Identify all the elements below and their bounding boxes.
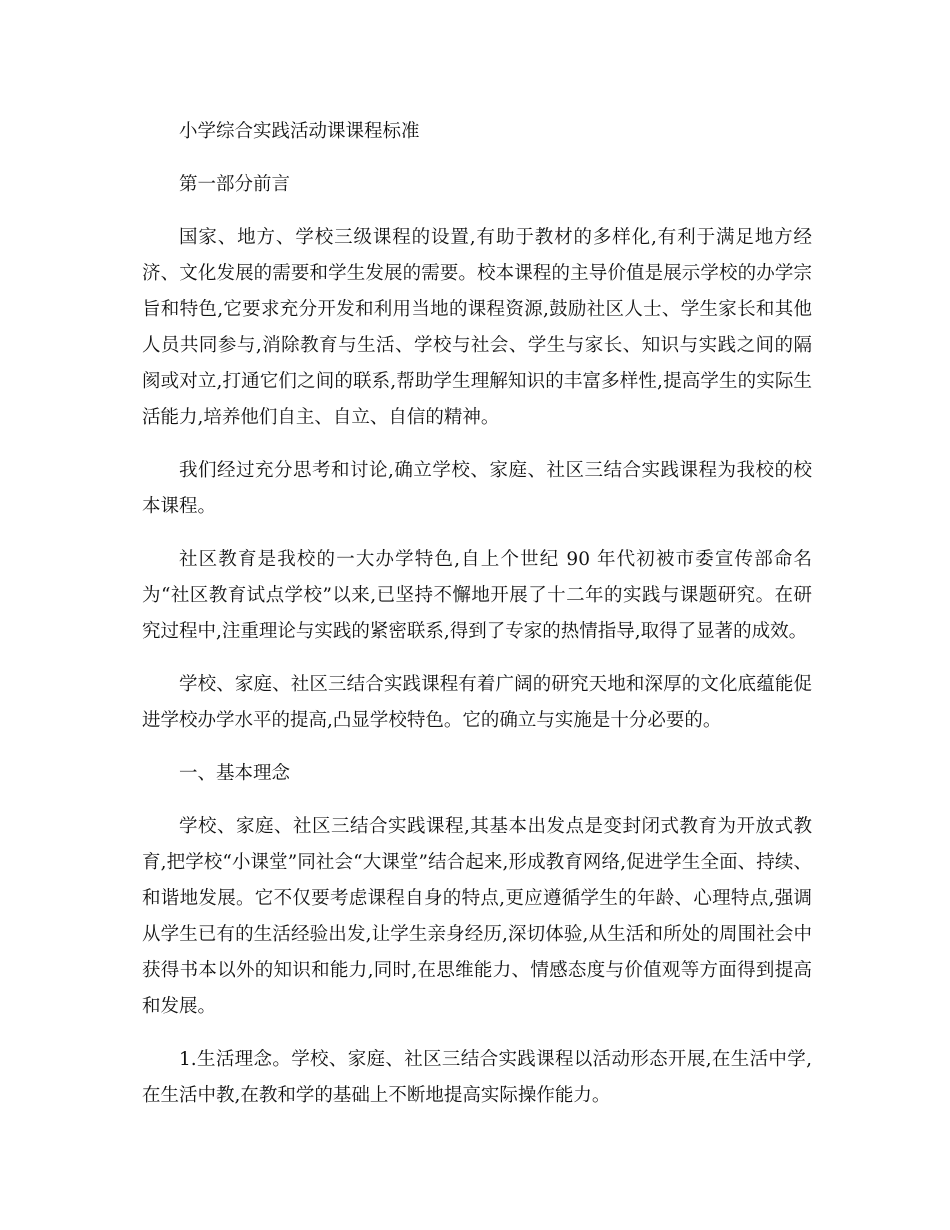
paragraph: 社区教育是我校的一大办学特色,自上个世纪 90 年代初被市委宣传部命名为“社区教育试点学校”以来,已坚持不懈地开展了十二年的实践与课题研究。在研究过程中,注重理论与实践的紧密联系,得到了专家的热情指导,取得了显著的成效。 (142, 549, 812, 642)
paragraph: 学校、家庭、社区三结合实践课程有着广阔的研究天地和深厚的文化底蕴能促进学校办学水平的提高,凸显学校特色。它的确立与实施是十分必要的。 (142, 674, 812, 731)
document-body (142, 114, 812, 1131)
document-title: 小学综合实践活动课课程标准 (179, 121, 420, 142)
paragraph: 我们经过充分思考和讨论,确立学校、家庭、社区三结合实践课程为我校的校本课程。 (142, 460, 812, 517)
part-heading: 第一部分前言 (179, 174, 291, 195)
paragraph: 1.生活理念。学校、家庭、社区三结合实践课程以活动形态开展,在生活中学,在生活中教,在教和学的基础上不断地提高实际操作能力。 (142, 1049, 812, 1106)
paragraph: 国家、地方、学校三级课程的设置,有助于教材的多样化,有利于满足地方经济、文化发展的需要和学生发展的需要。校本课程的主导价值是展示学校的办学宗旨和特色,它要求充分开发和利用当地的课程资源,鼓励社区人士、学生家长和其他人员共同参与,消除教育与生活、学校与社会、学生与家长、知识与实践之间的隔阂或对立,打通它们之间的联系,帮助学生理解知识的丰富多样性,提高学生的实际生活能力,培养他们自主、自立、自信的精神。 (142, 227, 812, 428)
section-heading: 一、基本理念 (179, 763, 291, 784)
paragraph: 学校、家庭、社区三结合实践课程,其基本出发点是变封闭式教育为开放式教育,把学校“小课堂”同社会“大课堂”结合起来,形成教育网络,促进学生全面、持续、和谐地发展。它不仅要考虑课程自身的特点,更应遵循学生的年龄、心理特点,强调从学生已有的生活经验出发,让学生亲身经历,深切体验,从生活和所处的周围社会中获得书本以外的知识和能力,同时,在思维能力、情感态度与价值观等方面得到提高和发展。 (142, 816, 812, 1017)
